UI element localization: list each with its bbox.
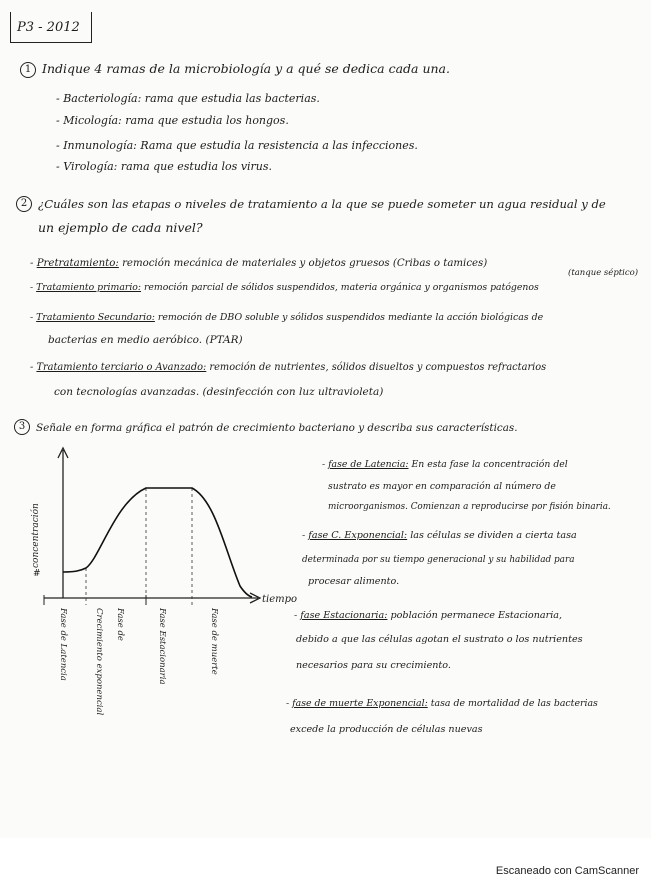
phase-exponencial-title: fase C. Exponencial:	[308, 530, 408, 541]
q2-item-terciario: - Tratamiento terciario o Avanzado: remoción de nutrientes, sólidos disueltos y compuestos refractarios	[30, 362, 547, 373]
page-code: P3 - 2012	[17, 20, 80, 35]
phase-muerte-line-2: excede la producción de células nuevas	[290, 724, 483, 735]
phase-estacionaria-title: fase Estacionaria:	[300, 610, 388, 621]
q2-item-secundario: - Tratamiento Secundario: remoción de DBO soluble y sólidos suspendidos mediante la acción biológicas de	[30, 312, 544, 323]
x-axis-label: tiempo	[262, 594, 298, 605]
phase-label-estacionaria: Fase Estacionaria	[157, 608, 167, 685]
phase-label-muerte: Fase de muerte	[209, 608, 219, 675]
phase-label-latencia: Fase de Latencia	[58, 608, 68, 681]
note-tanque-septico: (tanque séptico)	[568, 268, 639, 278]
term-terciario: Tratamiento terciario o Avanzado:	[36, 362, 207, 373]
phase-estacionaria-line-1: población permanece Estacionaria,	[390, 610, 563, 621]
q2-terciario-cont: con tecnologías avanzadas. (desinfección con luz ultravioleta)	[54, 386, 384, 398]
text-pretratamiento: remoción mecánica de materiales y objetos gruesos (Cribas o tamices)	[118, 258, 488, 269]
q2-item-pretratamiento: - Pretratamiento: remoción mecánica de materiales y objetos gruesos (Cribas o tamices)	[30, 258, 488, 269]
phase-latencia-title: fase de Latencia:	[328, 459, 409, 470]
phase-muerte-line-1: tasa de mortalidad de las bacterias	[430, 698, 598, 709]
question-2-text-line-1: ¿Cuáles son las etapas o niveles de tratamiento a la que se puede someter un agua residual y de	[38, 197, 606, 211]
term-secundario: Tratamiento Secundario:	[36, 312, 155, 323]
phase-latencia-line-1: En esta fase la concentración del	[411, 459, 568, 470]
term-primario: Tratamiento primario:	[36, 282, 142, 293]
term-pretratamiento: Pretratamiento:	[36, 258, 119, 269]
q2-secundario-cont: bacterias en medio aeróbico. (PTAR)	[48, 334, 243, 346]
phase-latencia-line-2: sustrato es mayor en comparación al número de	[328, 481, 556, 492]
phase-muerte: - fase de muerte Exponencial: tasa de mortalidad de las bacterias	[286, 698, 598, 709]
question-1-text: Indique 4 ramas de la microbiología y a qué se dedica cada una.	[42, 61, 450, 76]
phase-estacionaria: - fase Estacionaria: población permanece Estacionaria,	[294, 610, 563, 621]
phase-exponencial-line-3: procesar alimento.	[308, 576, 400, 587]
phase-exponencial-line-1: las células se dividen a cierta tasa	[410, 530, 577, 541]
phase-latencia: - fase de Latencia: En esta fase la concentración del	[322, 459, 568, 470]
phase-label-fase-de: Fase de	[115, 608, 125, 641]
phase-latencia-line-3: microorganismos. Comienzan a reproducirse por fisión binaria.	[328, 502, 611, 512]
scanner-watermark: Escaneado con CamScanner	[495, 865, 639, 877]
q1-answer-2: - Micología: rama que estudia los hongos.	[56, 114, 289, 127]
text-secundario: remoción de DBO soluble y sólidos suspendidos mediante la acción biológicas de	[154, 312, 544, 323]
phase-muerte-title: fase de muerte Exponencial:	[292, 698, 428, 709]
text-terciario: remoción de nutrientes, sólidos disueltos y compuestos refractarios	[206, 362, 547, 373]
phase-label-exponencial: Crecimiento exponencial	[94, 608, 104, 716]
question-3-text: Señale en forma gráfica el patrón de crecimiento bacteriano y describa sus características.	[36, 422, 518, 434]
phase-exponencial: - fase C. Exponencial: las células se dividen a cierta tasa	[302, 530, 577, 541]
q1-answer-1: - Bacteriología: rama que estudia las bacterias.	[56, 92, 320, 105]
y-axis-symbol: #	[33, 569, 41, 579]
y-axis-label: concentración	[31, 503, 41, 568]
question-2-number: 2	[16, 196, 32, 212]
question-3-number: 3	[14, 419, 30, 435]
growth-curve	[63, 488, 252, 597]
phase-exponencial-line-2: determinada por su tiempo generacional y su habilidad para	[302, 555, 575, 565]
phase-estacionaria-line-2: debido a que las células agotan el sustrato o los nutrientes	[296, 634, 583, 645]
phase-estacionaria-line-3: necesarios para su crecimiento.	[296, 660, 451, 671]
text-primario: remoción parcial de sólidos suspendidos, materia orgánica y organismos patógenos	[141, 282, 539, 293]
q2-item-primario: - Tratamiento primario: remoción parcial de sólidos suspendidos, materia orgánica y organismos patógenos	[30, 282, 539, 293]
question-1-number: 1	[20, 62, 36, 78]
q1-answer-3: - Inmunología: Rama que estudia la resistencia a las infecciones.	[56, 139, 418, 152]
growth-curve-graph	[0, 440, 298, 740]
question-2-text-line-2: un ejemplo de cada nivel?	[38, 220, 203, 235]
q1-answer-4: - Virología: rama que estudia los virus.	[56, 160, 273, 173]
